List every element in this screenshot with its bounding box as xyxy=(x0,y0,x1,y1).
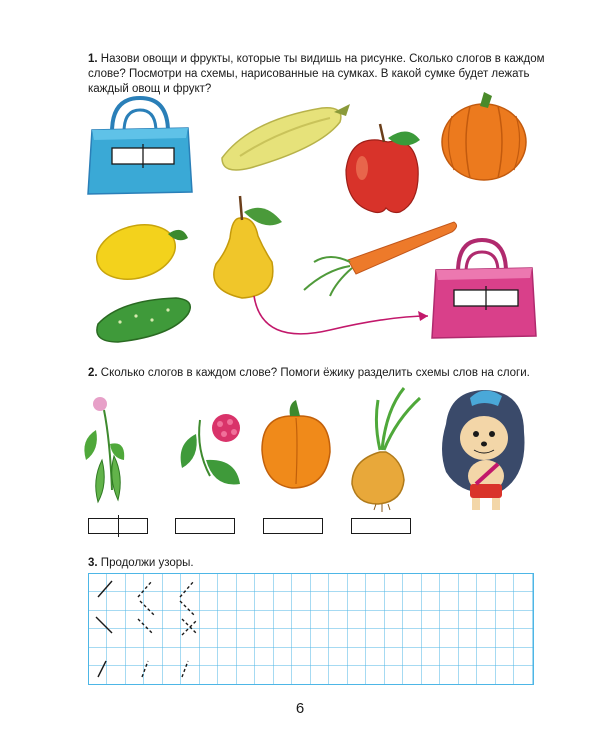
pumpkin-icon xyxy=(442,92,526,180)
task-3-instruction xyxy=(88,556,548,571)
word-schema-pepper[interactable] xyxy=(263,518,323,534)
zucchini-icon xyxy=(222,104,350,170)
task-2-number: 2. xyxy=(88,367,98,379)
pink-bag-icon xyxy=(432,240,536,338)
task-2-instruction xyxy=(88,366,548,381)
pear-icon xyxy=(214,196,282,298)
raspberry-icon xyxy=(181,414,240,485)
task-2-text: Сколько слогов в каждом слове? Помоги ёжику разделить схемы слов на слоги. xyxy=(100,367,530,379)
task-1-text: Назови овощи и фрукты, которые ты видишь на рисунке. Сколько слогов в каждом слове? Посмотри на схемы, нарисованные на сумках. В какой сумке будет лежать каждый овощ и фрукт? xyxy=(88,53,545,95)
pattern-grid[interactable] xyxy=(88,573,534,685)
word-schema-onion[interactable] xyxy=(351,518,411,534)
task-1-number: 1. xyxy=(88,53,98,65)
apple-icon xyxy=(346,124,420,213)
task-3-text: Продолжи узоры. xyxy=(100,557,194,569)
pea-icon xyxy=(84,397,124,502)
hedgehog-icon xyxy=(442,390,525,510)
task-1-illustration xyxy=(0,0,600,360)
page-number: 6 xyxy=(295,700,305,717)
matching-arrow xyxy=(254,296,428,334)
task-3-number: 3. xyxy=(88,557,98,569)
cucumber-icon xyxy=(97,298,190,342)
syllable-divider xyxy=(118,515,119,537)
lemon-icon xyxy=(91,217,188,288)
bell-pepper-icon xyxy=(262,400,330,488)
word-schema-raspberry[interactable] xyxy=(175,518,235,534)
blue-bag-icon xyxy=(88,98,192,194)
task-2-illustration xyxy=(0,380,600,540)
carrot-icon xyxy=(304,222,457,296)
word-schema-pea[interactable] xyxy=(88,518,148,534)
onion-icon xyxy=(352,388,420,512)
